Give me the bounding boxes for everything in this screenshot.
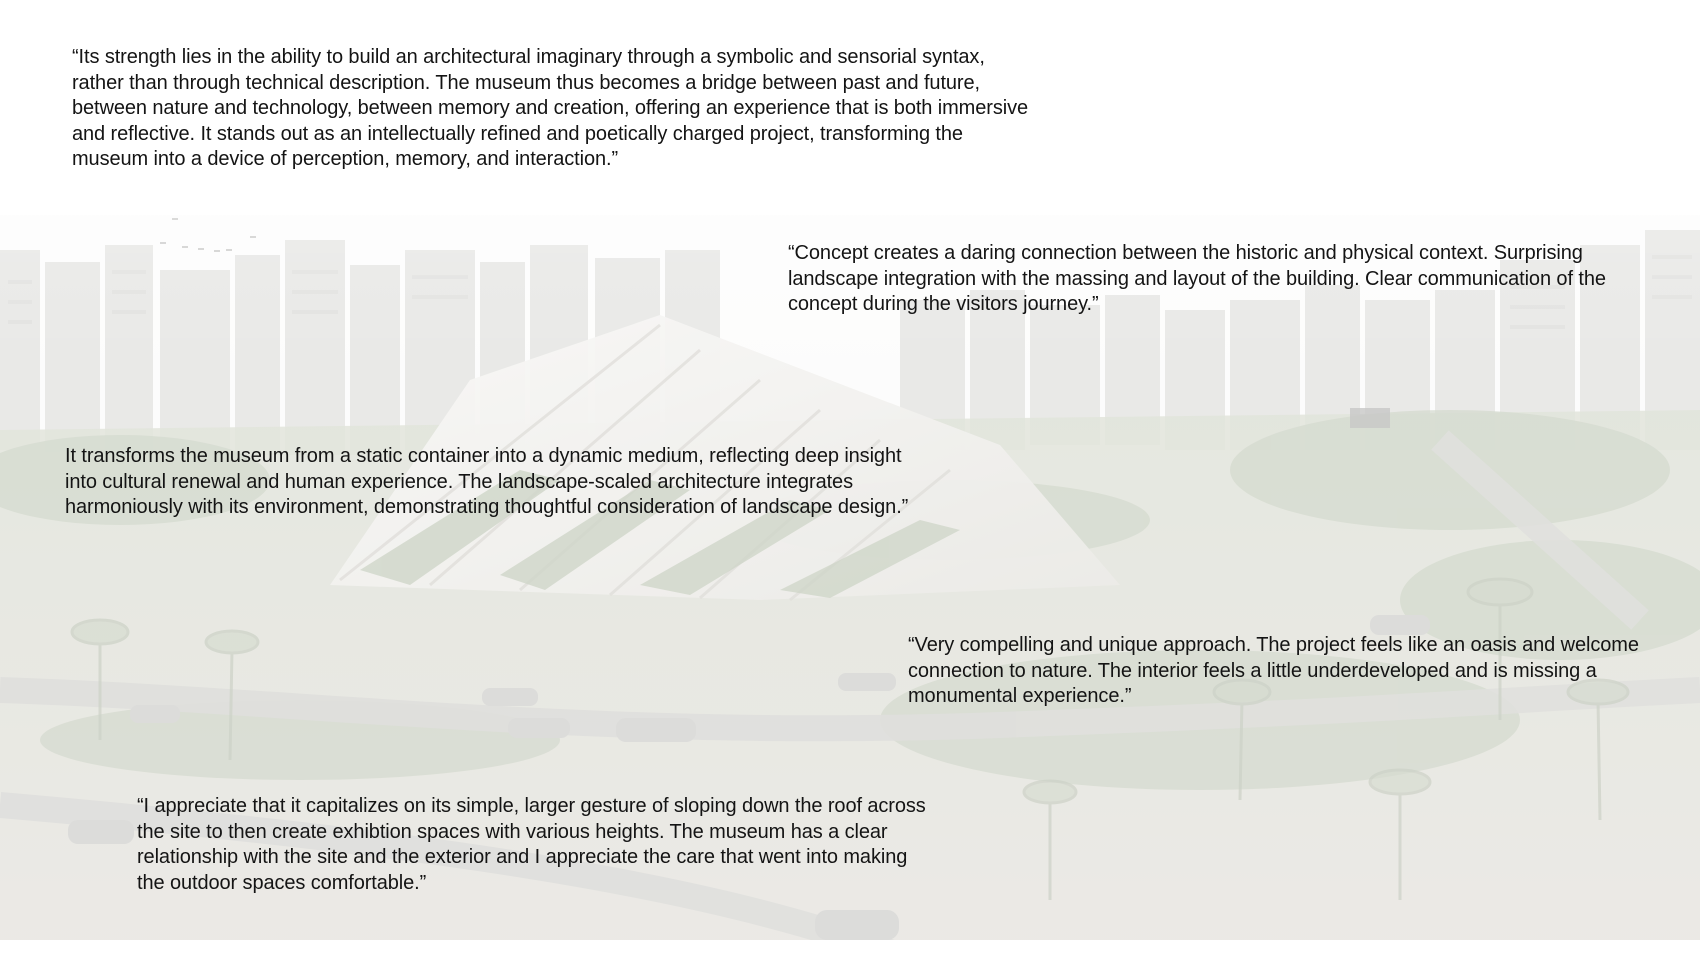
jury-quote-1: “Its strength lies in the ability to build an architectural imaginary through a symbolic and sensorial syntax, rather than through technical description. The museum thus becomes a bridge between past and future, between nature and technology, between memory and creation, offering an experience that is both immersive and reflective. It stands out as an intellectually refined and poetically charged project, transforming the museum into a device of perception, memory, and interaction.” — [72, 46, 1028, 171]
jury-quote-5: “I appreciate that it capitalizes on its simple, larger gesture of sloping down the roof across the site to then create exhibtion spaces with various heights. The museum has a clear relationship with the site and the exterior and I appreciate the care that went into making the outdoor spaces comfortable.” — [137, 795, 926, 894]
jury-quote-2: “Concept creates a daring connection between the historic and physical context. Surprising landscape integration with the massing and layout of the building. Clear communication of the concept during the visitors journey.” — [788, 242, 1606, 316]
jury-quote-3: It transforms the museum from a static container into a dynamic medium, reflecting deep insight into cultural renewal and human experience. The landscape-scaled architecture integrates harmoniously with its environment, demonstrating thoughtful consideration of landscape design.” — [65, 445, 909, 519]
jury-quote-4: “Very compelling and unique approach. The project feels like an oasis and welcome connection to nature. The interior feels a little underdeveloped and is missing a monumental experience.” — [908, 634, 1639, 708]
